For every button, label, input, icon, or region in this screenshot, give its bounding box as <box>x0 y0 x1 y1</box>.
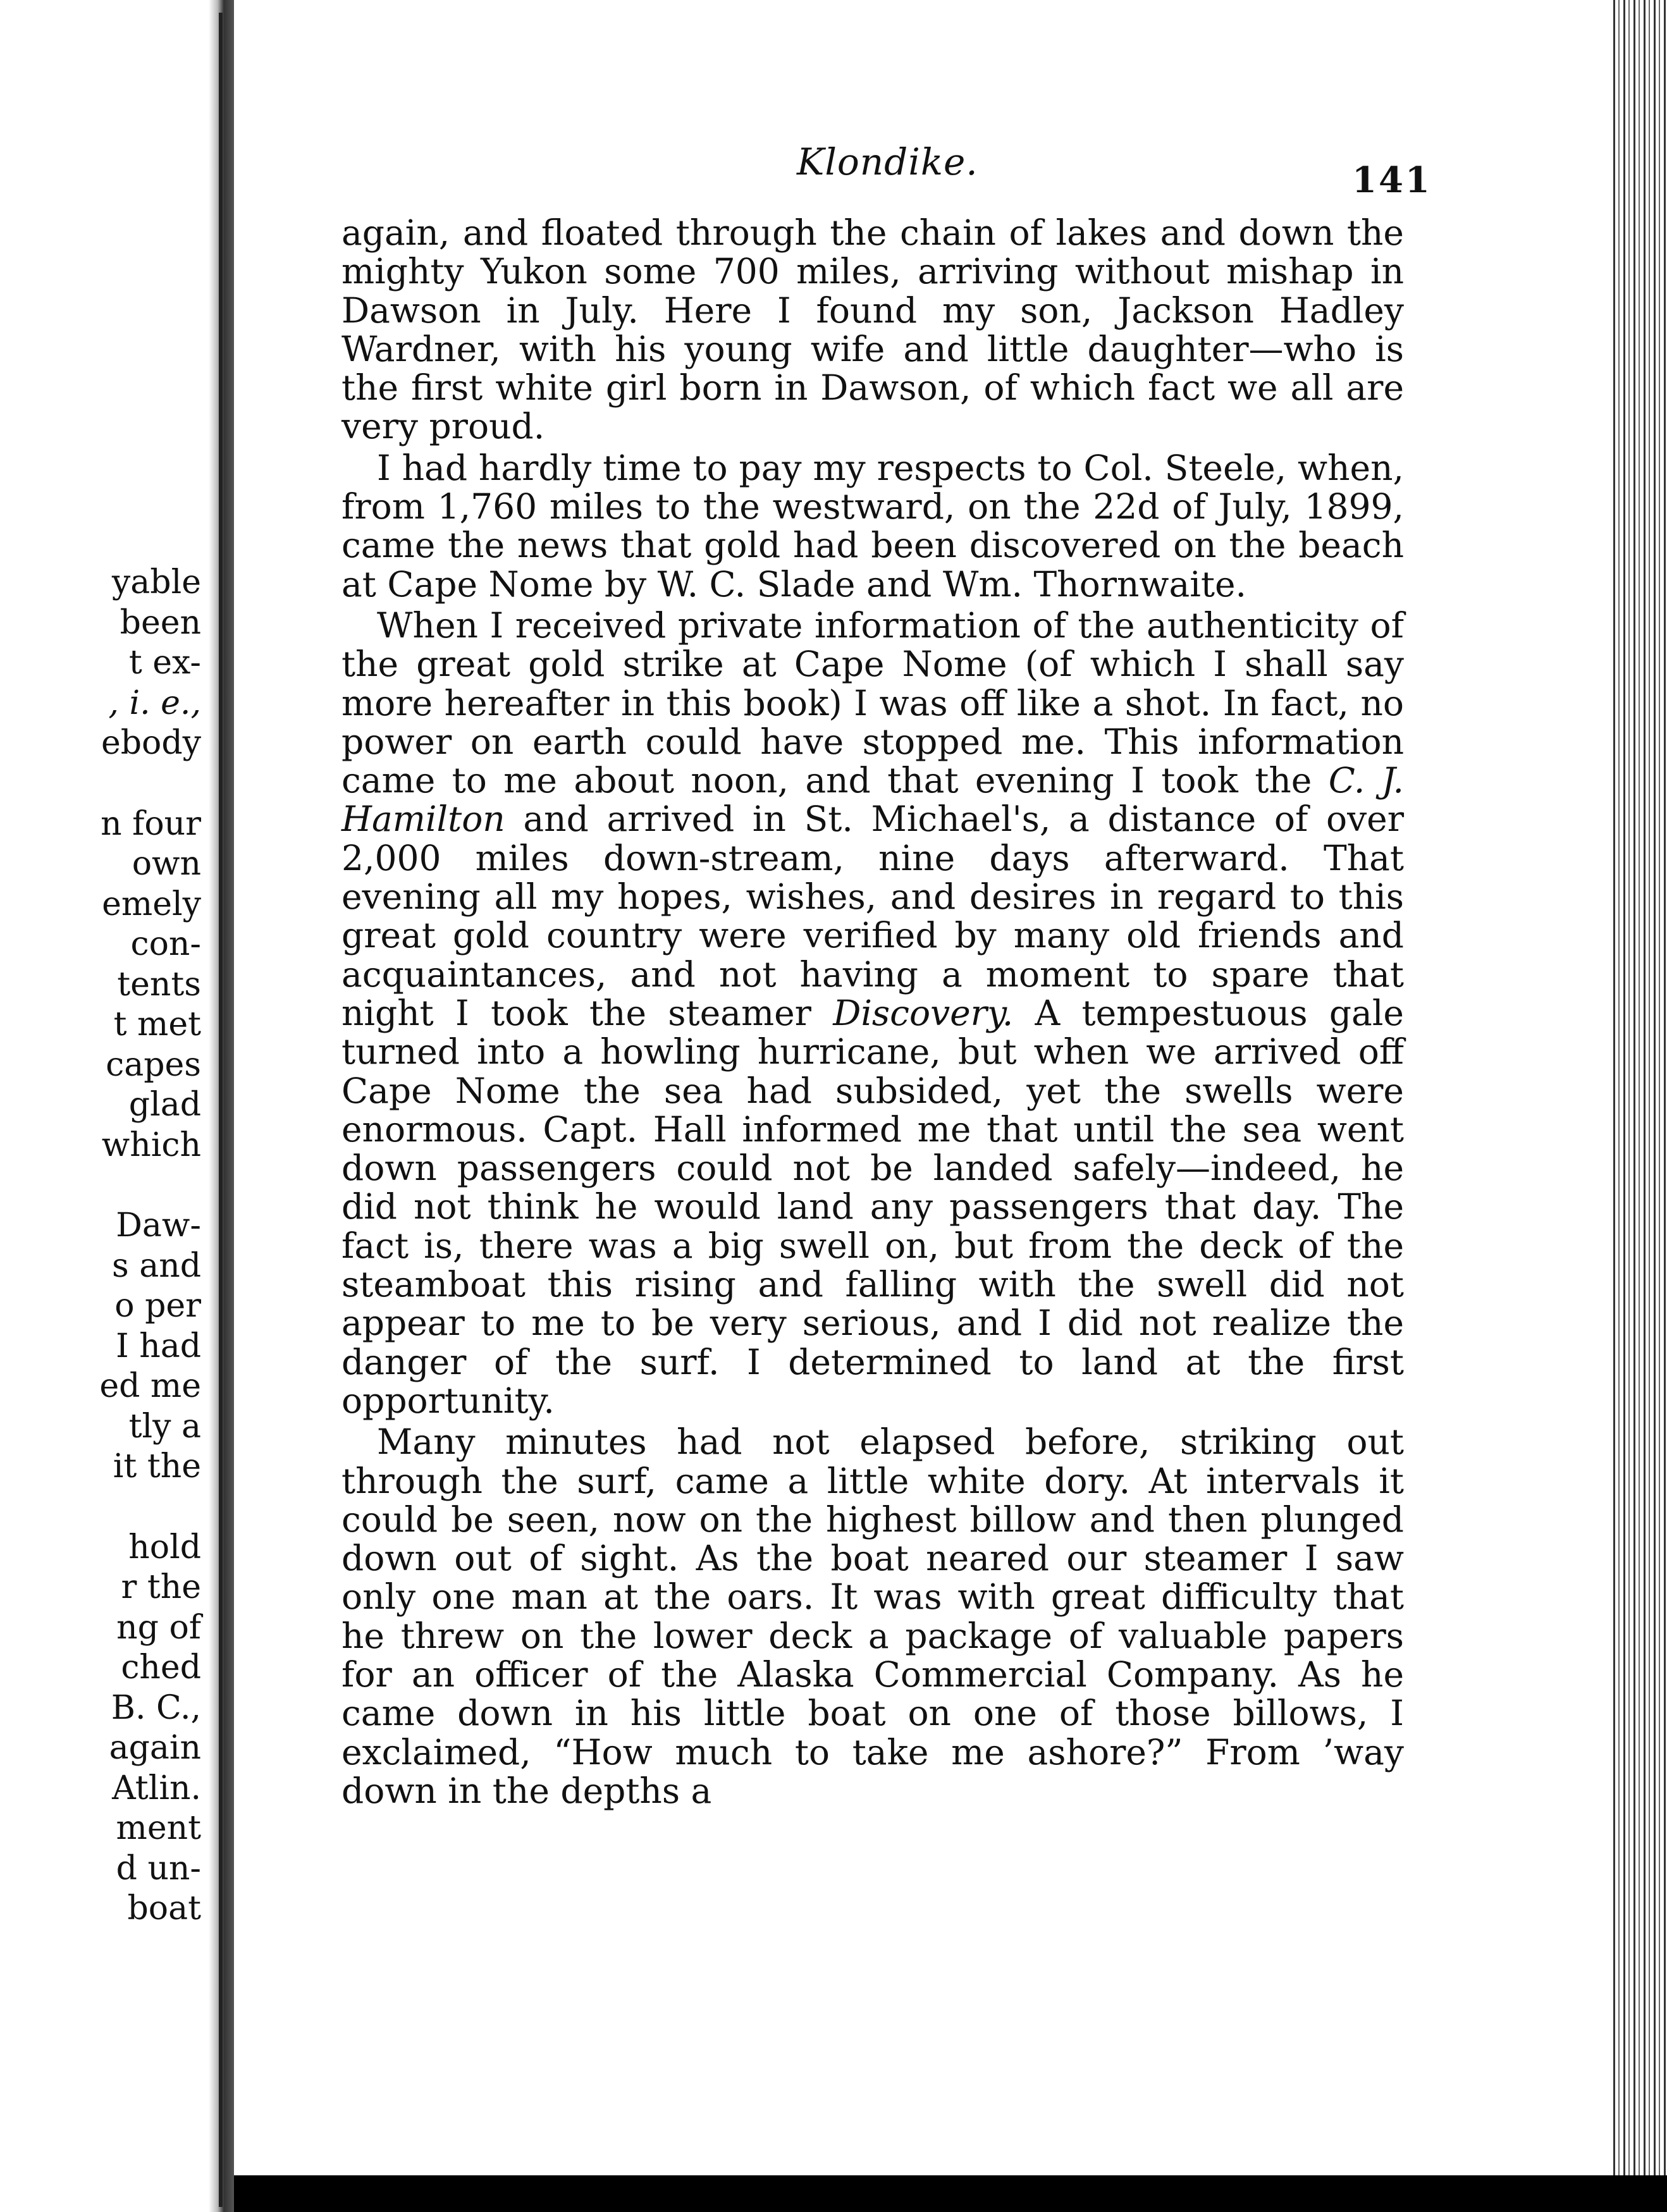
left-line: emely <box>102 885 201 923</box>
left-line: hold <box>128 1528 201 1566</box>
body-text <box>341 214 1404 1810</box>
left-line: r the <box>121 1568 201 1606</box>
left-line: ed me <box>99 1367 201 1405</box>
left-line: I had <box>116 1327 201 1365</box>
scan-border <box>234 2175 1667 2212</box>
left-line: s and <box>112 1246 201 1285</box>
left-line: ng of <box>116 1608 201 1647</box>
left-line: ched <box>121 1649 201 1687</box>
left-line: again <box>109 1729 201 1767</box>
left-line: t ex- <box>128 644 201 682</box>
gutter-shadow-line <box>219 13 223 2207</box>
left-line: capes <box>106 1045 201 1084</box>
left-line: glad <box>128 1086 201 1124</box>
left-line: o per <box>114 1287 201 1325</box>
ship-name-italic: C. J. Hamilton <box>341 760 1404 840</box>
left-line: it the <box>113 1447 201 1485</box>
left-line: own <box>132 845 201 883</box>
paragraph-text: A tempestuous gale turned into a howling hurricane, but when we arrived off Cape Nome the sea had subsided, yet the swells were enormous. Capt. Hall informed me that until the sea went down passengers could not be landed safely—indeed, he did not think he would land any passengers that day. The fact is, there was a big swell on, but from the deck of the steamboat this rising and falling with the swell did not appear to me to be very serious, and I did not realize the danger of the surf. I determined to land at the first opportunity. <box>341 992 1404 1421</box>
left-line: ment <box>116 1809 201 1847</box>
left-page-text-fragments <box>0 563 201 1929</box>
left-line: d un- <box>116 1849 201 1888</box>
page-number: 141 <box>1352 159 1432 201</box>
paragraph-text: I had hardly time to pay my respects to Col. Steele, when, from 1,760 miles to the westward, on the 22d of July, 1899, came the news that gold had been discovered on the beach at Cape Nome by W. C. Slade and Wm. Thornwaite. <box>341 447 1404 605</box>
page-edges <box>1609 0 1667 2175</box>
left-line: ebody <box>101 724 201 762</box>
left-line: , i. e., <box>108 684 201 722</box>
paragraph <box>341 214 1404 446</box>
left-line: tents <box>117 965 201 1004</box>
paragraph-text: again, and floated through the chain of lakes and down the mighty Yukon some 700 miles, arriving without mishap in Dawson in July. Here I found my son, Jackson Hadley Wardner, with his young wife and little daughter—who is the first white girl born in Dawson, of which fact we all are very proud. <box>341 212 1404 447</box>
running-head: Klondike. <box>797 140 978 183</box>
left-facing-page <box>0 0 209 2212</box>
left-line: B. C., <box>111 1688 201 1727</box>
left-line: boat <box>127 1889 201 1927</box>
left-line: Daw- <box>116 1207 201 1244</box>
ship-name-italic: Discovery. <box>833 992 1014 1033</box>
left-line: yable <box>111 563 201 601</box>
paragraph <box>341 606 1404 1420</box>
paragraph <box>341 1423 1404 1810</box>
paragraph <box>341 449 1404 604</box>
paragraph-text: Many minutes had not elapsed before, striking out through the surf, came a little white dory. At intervals it could be seen, now on the highest billow and then plunged down out of sight. As the boat neared our steamer I saw only one man at the oars. It was with great difficulty that he threw on the lower deck a package of valuable papers for an officer of the Alaska Commercial Company. As he came down in his little boat on one of those billows, I exclaimed, “How much to take me ashore?” From ’way down in the depths a <box>341 1422 1404 1811</box>
left-line: which <box>101 1126 201 1164</box>
left-line: tly a <box>128 1407 201 1446</box>
left-line: been <box>120 603 201 642</box>
paragraph-text: When I received private information of the authenticity of the great gold strike at Cape Nome (of which I shall say more hereafter in this book) I was off like a shot. In fact, no power on earth could have stopped me. This information came to me about noon, and that evening I took the <box>341 605 1404 801</box>
left-line: con- <box>130 925 201 963</box>
left-line: Atlin. <box>112 1769 201 1807</box>
left-line: n four <box>101 804 201 843</box>
paragraph-text: and arrived in St. Michael's, a distance of over 2,000 miles down-stream, nine days afterward. That evening all my hopes, wishes, and desires in regard to this great gold country were verified by many old friends and acquaintances, and not having a moment to spare that night I took the steamer <box>341 799 1404 1033</box>
left-line: t met <box>113 1005 201 1043</box>
